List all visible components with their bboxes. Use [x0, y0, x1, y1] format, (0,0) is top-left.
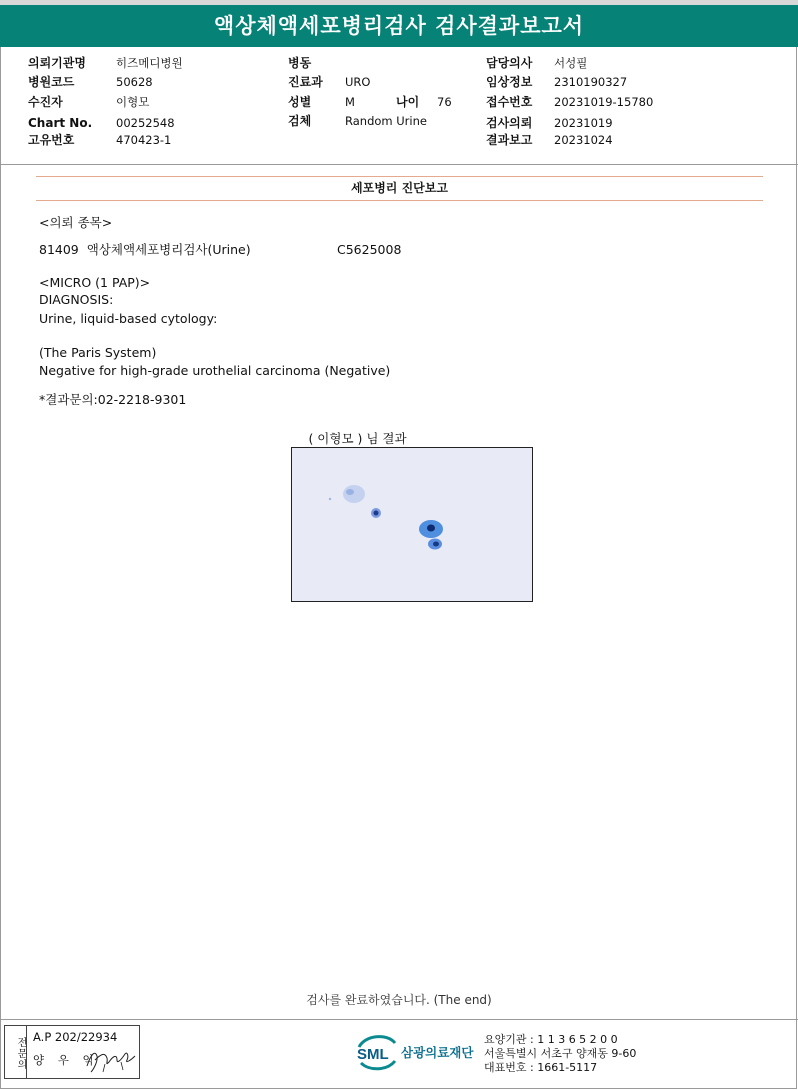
- sml-logo-icon: [355, 1031, 399, 1073]
- specimen-description: Urine, liquid-based cytology:: [39, 311, 218, 326]
- field-label: 의뢰기관명: [28, 56, 86, 70]
- foundation-name: 삼광의료재단: [401, 1045, 474, 1060]
- header-divider: [0, 164, 798, 165]
- field-label: 담당의사: [486, 56, 533, 70]
- logo-mark-text: SML: [357, 1046, 389, 1063]
- field-value: 서성필: [554, 56, 588, 70]
- institution-address: 서울특별시 서초구 양재동 9-60: [484, 1047, 637, 1060]
- classification-system: (The Paris System): [39, 345, 157, 360]
- field-label: 병동: [288, 56, 312, 70]
- section-rule-bottom: [36, 200, 763, 201]
- field-value: 20231024: [554, 133, 613, 147]
- field-label: 임상정보: [486, 75, 533, 89]
- section-title: 세포병리 진단보고: [351, 181, 448, 195]
- field-label: Chart No.: [28, 116, 93, 130]
- institution-phone: 대표번호 : 1661-5117: [484, 1061, 598, 1074]
- field-value: Random Urine: [345, 114, 427, 128]
- field-value: 20231019: [554, 116, 613, 130]
- order-test-name: 액상체액세포병리검사(Urine): [86, 242, 251, 257]
- cytology-cells: [292, 448, 532, 601]
- field-label: 병원코드: [28, 75, 75, 89]
- pathologist-name: 양 우 익: [33, 1053, 99, 1067]
- sml-logo: [355, 1031, 475, 1073]
- field-label: 결과보고: [486, 133, 533, 147]
- order-heading: <의뢰 종목>: [39, 215, 113, 230]
- field-value: 히즈메디병원: [116, 56, 183, 70]
- patient-info-block: [0, 55, 798, 155]
- field-label: 검사의뢰: [486, 116, 533, 130]
- pathologist-sign-box: [4, 1025, 140, 1079]
- diagnosis-label: DIAGNOSIS:: [39, 292, 114, 307]
- field-value: 2310190327: [554, 75, 628, 89]
- end-note: 검사를 완료하였습니다. (The end): [306, 993, 492, 1007]
- order-line: [39, 241, 402, 258]
- field-value: URO: [345, 75, 371, 89]
- institution-code: 요양기관 : 1 1 3 6 5 2 0 0: [484, 1033, 618, 1046]
- field-value: 50628: [116, 75, 153, 89]
- field-label: 수진자: [28, 95, 63, 109]
- institution-info: [484, 1033, 636, 1075]
- field-label: 고유번호: [28, 133, 75, 147]
- pathologist-license: A.P 202/22934: [33, 1030, 118, 1044]
- slide-number: C5625008: [337, 242, 402, 257]
- image-caption: ( 이형모 ) 님 결과: [308, 431, 407, 446]
- field-value: 76: [437, 95, 452, 109]
- field-value: 20231019-15780: [554, 95, 654, 109]
- field-value: 이형모: [116, 95, 150, 109]
- report-title: 액상체액세포병리검사 검사결과보고서: [0, 5, 798, 47]
- field-value: 470423-1: [116, 133, 172, 147]
- diagnosis-result: Negative for high-grade urothelial carcinoma (Negative): [39, 363, 391, 378]
- micro-heading: <MICRO (1 PAP)>: [39, 275, 151, 290]
- field-value: 00252548: [116, 116, 175, 130]
- cytology-image: [291, 447, 533, 602]
- field-value: M: [345, 95, 355, 109]
- field-label: 나이: [396, 95, 420, 109]
- specialist-tag: 전문의: [5, 1026, 27, 1078]
- section-rule-top: [36, 176, 763, 177]
- field-label: 진료과: [288, 75, 323, 89]
- signature-icon: [83, 1042, 139, 1076]
- order-code: 81409: [39, 242, 79, 257]
- result-inquiry: *결과문의:02-2218-9301: [39, 392, 187, 407]
- field-label: 성별: [288, 95, 312, 109]
- field-label: 접수번호: [486, 95, 533, 109]
- field-label: 검체: [288, 114, 312, 128]
- footer-divider: [0, 1019, 798, 1020]
